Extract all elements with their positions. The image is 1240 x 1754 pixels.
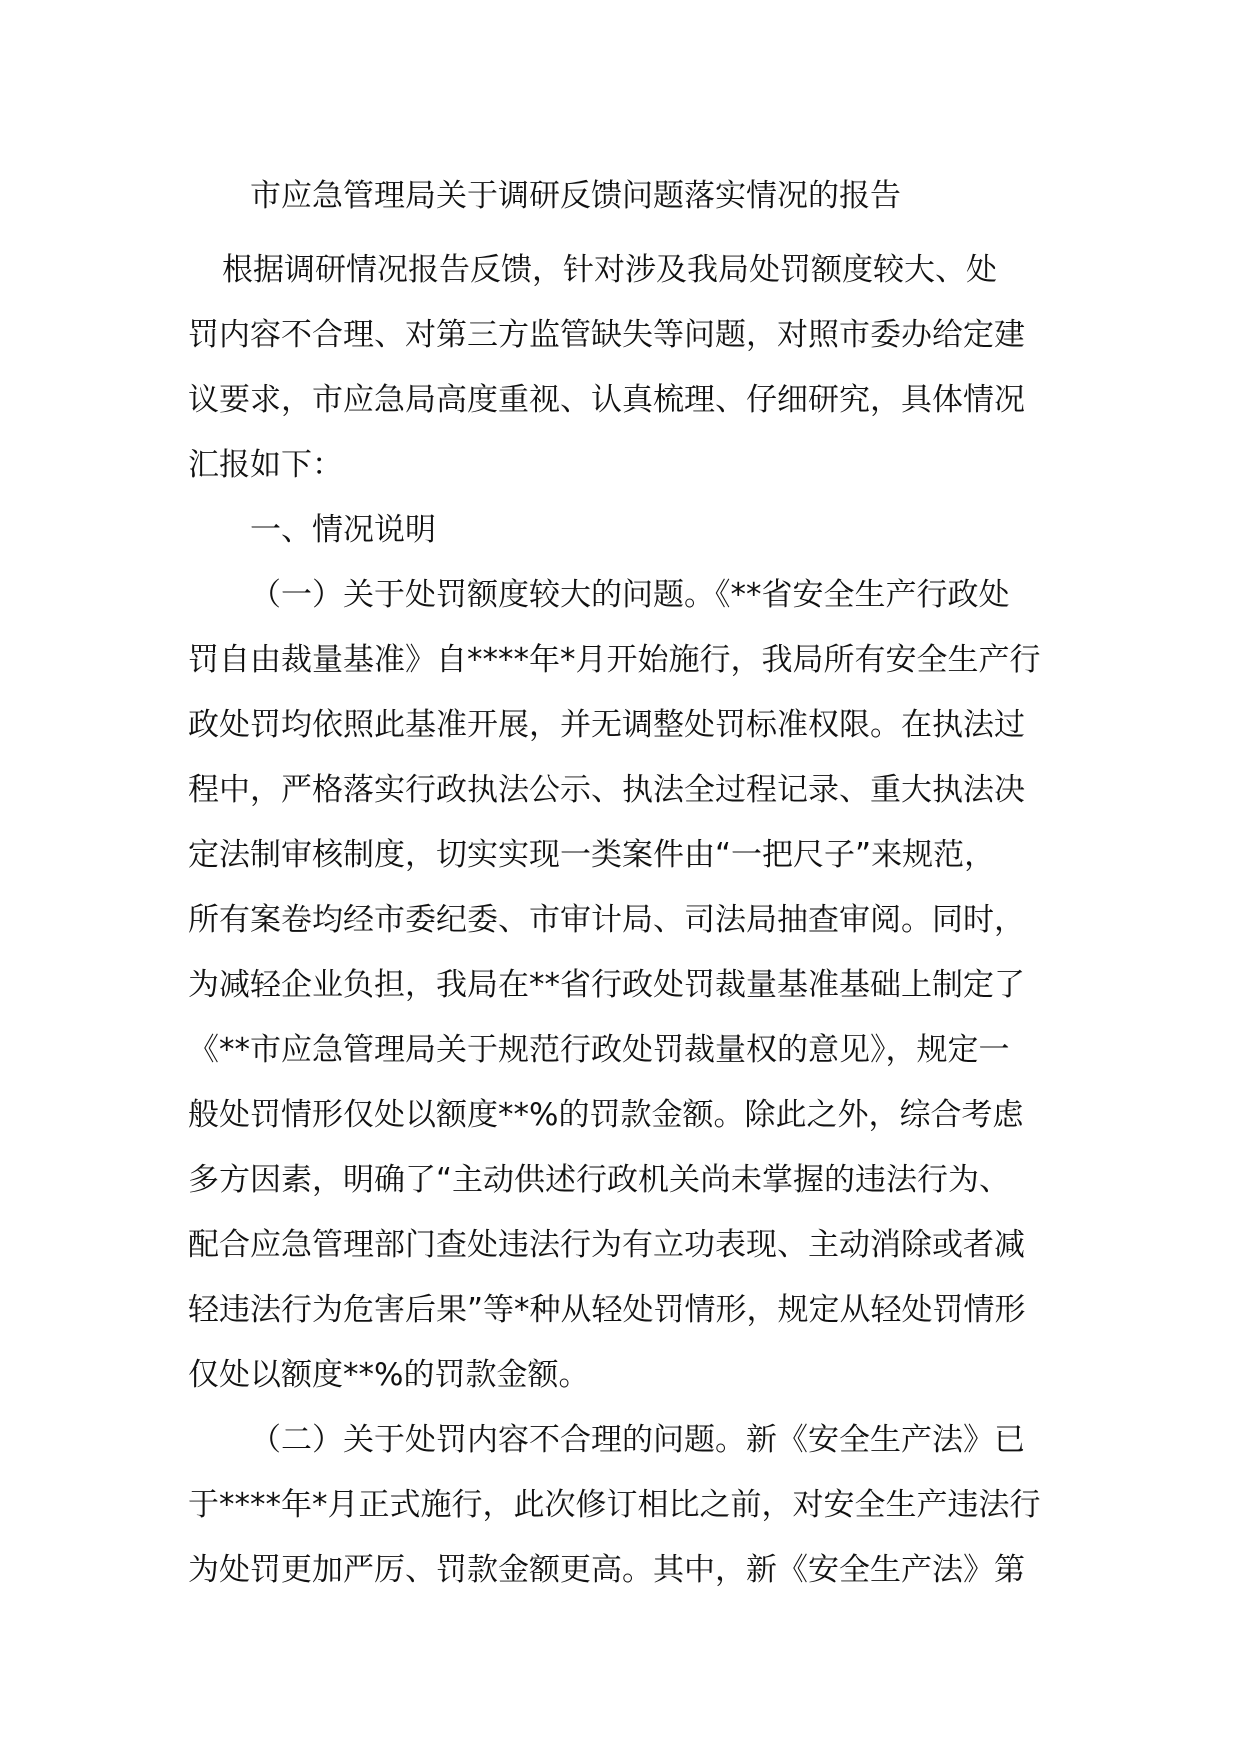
- document-body: [188, 238, 1056, 1603]
- document-title: 市应急管理局关于调研反馈问题落实情况的报告: [250, 178, 901, 214]
- paragraph-line: 为处罚更加严厉、罚款金额更高。其中，新《安全生产法》第: [188, 1552, 1025, 1588]
- paragraph-line: 罚内容不合理、对第三方监管缺失等问题，对照市委办给定建: [188, 317, 1025, 353]
- paragraph-line: 政处罚均依照此基准开展，并无调整处罚标准权限。在执法过: [188, 707, 1025, 743]
- paragraph-line: 《**市应急管理局关于规范行政处罚裁量权的意见》，规定一: [188, 1032, 1010, 1068]
- paragraph-line: 所有案卷均经市委纪委、市审计局、司法局抽查审阅。同时，: [188, 902, 1025, 938]
- section-heading: 一、情况说明: [250, 512, 436, 548]
- paragraph-line: 般处罚情形仅处以额度**%的罚款金额。除此之外，综合考虑: [188, 1097, 1024, 1133]
- paragraph-line: （二）关于处罚内容不合理的问题。新《安全生产法》已: [250, 1422, 1025, 1458]
- paragraph-line: 于****年*月正式施行，此次修订相比之前，对安全生产违法行: [188, 1487, 1041, 1523]
- paragraph-line: 为减轻企业负担，我局在**省行政处罚裁量基准基础上制定了: [188, 967, 1025, 1003]
- paragraph-line: 轻违法行为危害后果”等*种从轻处罚情形，规定从轻处罚情形: [188, 1292, 1026, 1328]
- paragraph-line: 定法制审核制度，切实实现一类案件由“一把尺子”来规范，: [188, 837, 996, 873]
- paragraph-line: （一）关于处罚额度较大的问题。《**省安全生产行政处: [250, 577, 1010, 613]
- paragraph-line: 程中，严格落实行政执法公示、执法全过程记录、重大执法决: [188, 772, 1025, 808]
- paragraph-line: 汇报如下：: [188, 447, 343, 483]
- paragraph-line: 多方因素，明确了“主动供述行政机关尚未掌握的违法行为、: [188, 1162, 1011, 1198]
- paragraph-line: 根据调研情况报告反馈，针对涉及我局处罚额度较大、处: [222, 252, 997, 288]
- paragraph-line: 仅处以额度**%的罚款金额。: [188, 1357, 590, 1393]
- paragraph-line: 罚自由裁量基准》自****年*月开始施行，我局所有安全生产行: [188, 642, 1041, 678]
- paragraph-line: 配合应急管理部门查处违法行为有立功表现、主动消除或者减: [188, 1227, 1025, 1263]
- paragraph-line: 议要求，市应急局高度重视、认真梳理、仔细研究，具体情况: [188, 382, 1025, 418]
